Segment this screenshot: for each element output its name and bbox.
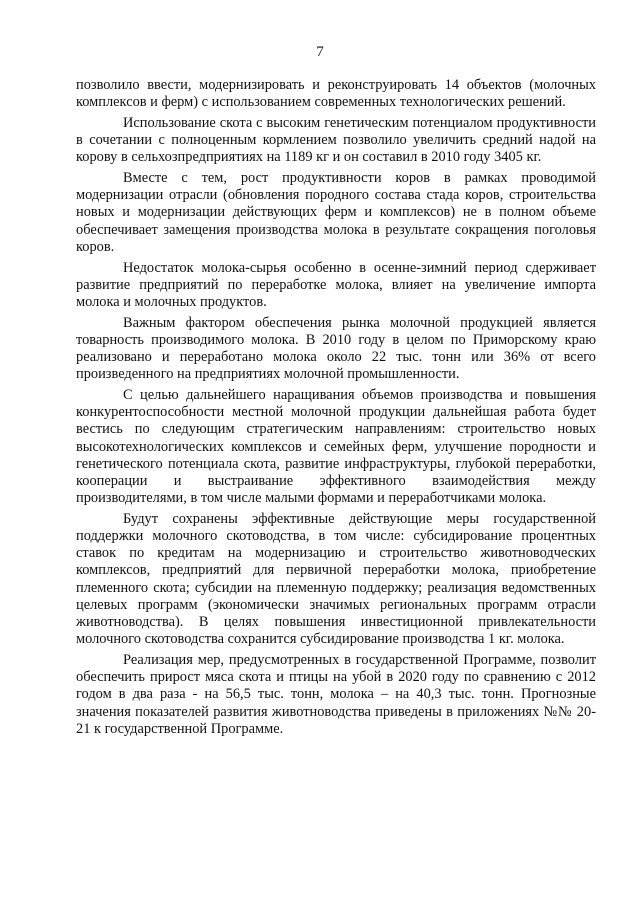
paragraph-milk-shortage: Недостаток молока-сырья особенно в осенне-зимний период сдерживает развитие предприятий по переработке молока, влияет на увеличение импорта молока и молочных продуктов. [76,259,596,310]
document-body [76,77,596,742]
paragraph-continuation: позволило ввести, модернизировать и реконструировать 14 объектов (молочных комплексов и ферм) с использованием современных технологических решений. [76,77,596,111]
paragraph-strategic-directions: С целью дальнейшего наращивания объемов производства и повышения конкурентоспособности местной молочной продукции дальнейшая работа будет вестись по следующим стратегическим направлениям: строительство новых высокотехнологических комплексов и семейных ферм, улучшение породности и генетического потенциала скота, развитие инфраструктуры, глубокой переработки, кооперации и выстраивание эффективного взаимодействия между производителями, в том числе малыми формами и переработчиками молока. [76,386,596,507]
paragraph-marketability: Важным фактором обеспечения рынка молочной продукцией является товарность производимого молока. В 2010 году в целом по Приморскому краю реализовано и переработано молока около 22 тыс. тонн или 36% от всего произведенного на предприятиях молочной промышленности. [76,314,596,383]
paragraph-state-support: Будут сохранены эффективные действующие меры государственной поддержки молочного скотоводства, в том числе: субсидирование процентных ставок по кредитам на модернизацию и строительство животноводческих комплексов, предприятий для первичной переработки молока, приобретение племенного скота; субсидии на племенную поддержку; реализация ведомственных целевых программ (экономически значимых региональных программ отрасли животноводства). В целях повышения инвестиционной привлекательности молочного скотоводства сохранится субсидирование производства 1 кг. молока. [76,510,596,648]
paragraph-modernization: Вместе с тем, рост продуктивности коров в рамках проводимой модернизации отрасли (обновления породного состава стада коров, строительства новых и модернизации действующих ферм и комплексов) не в полном объеме обеспечивает замещения производства молока в результате сокращения поголовья коров. [76,170,596,255]
paragraph-livestock-productivity: Использование скота с высоким генетическим потенциалом продуктивности в сочетании с полноценным кормлением позволило увеличить средний надой на корову в сельхозпредприятиях на 1189 кг и он составил в 2010 году 3405 кг. [76,114,596,166]
page-number: 7 [316,44,324,60]
paragraph-program-results: Реализация мер, предусмотренных в государственной Программе, позволит обеспечить прирост мяса скота и птицы на убой в 2020 году по сравнению с 2012 годом в два раза - на 56,5 тыс. тонн, молока – на 40,3 тыс. тонн. Прогнозные значения показателей развития животноводства приведены в приложениях №№ 20-21 к государственной Программе. [76,652,596,737]
